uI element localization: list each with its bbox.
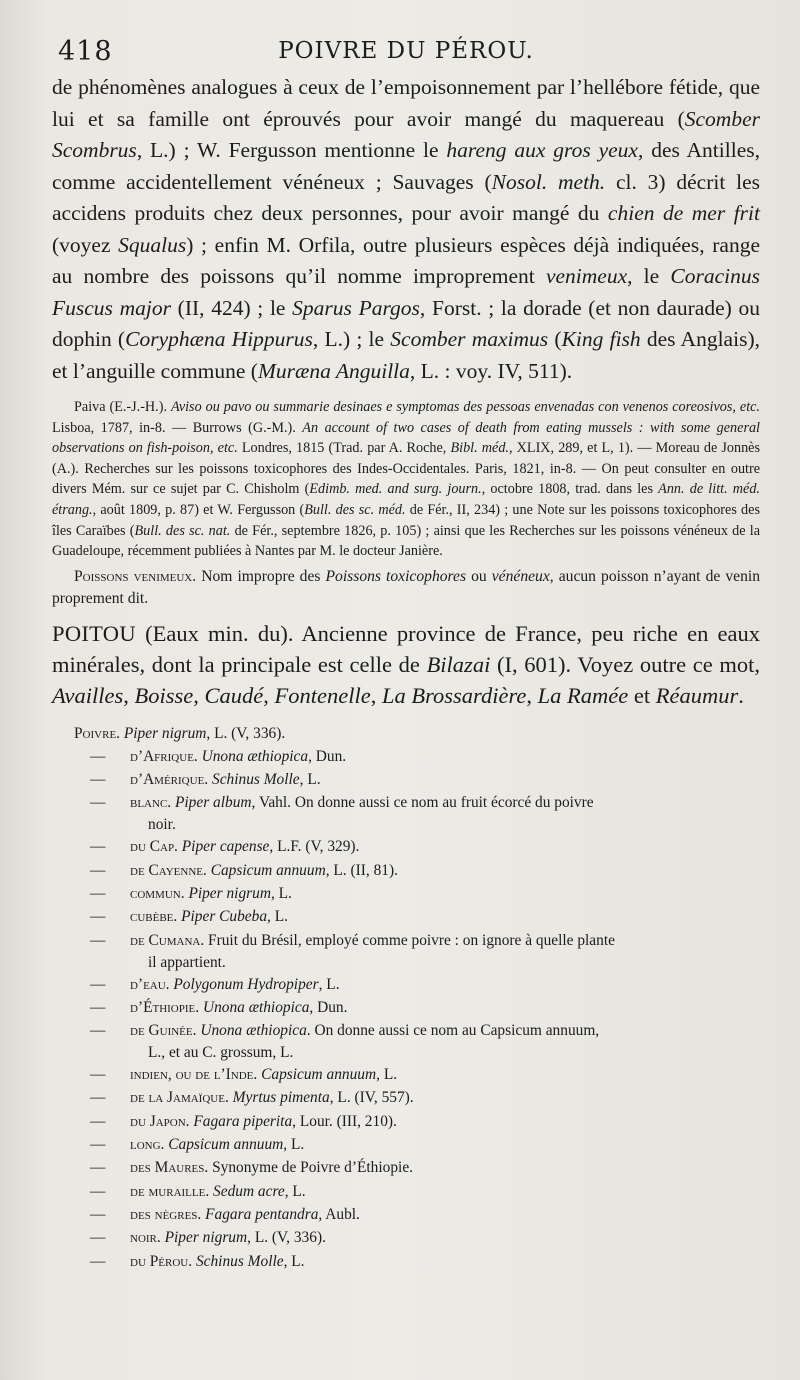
- subentry-species: Polygonum Hydropiper: [173, 975, 319, 993]
- poivre-subentry: [52, 1111, 760, 1134]
- poivre-subentry: [52, 1157, 760, 1180]
- subentry-species: Piper album: [175, 794, 252, 812]
- subentry-text: Fruit du Brésil, employé comme poivre : on ignore à quelle plante: [208, 931, 615, 949]
- ditto-dash: —: [90, 838, 106, 856]
- ditto-dash: —: [90, 1182, 106, 1200]
- subentry-text: , L.: [376, 1066, 398, 1084]
- subentry-species: Unona æthiopica: [201, 747, 309, 765]
- poivre-subentry: [52, 769, 760, 792]
- entry-poivre: Poivre. Piper nigrum, L. (V, 336).: [74, 724, 286, 742]
- poivre-subentry: [52, 1134, 760, 1157]
- subentry-term: des nègres.: [130, 1205, 202, 1223]
- subentry-text: , Dun.: [308, 747, 347, 765]
- subentry-text: , L.: [267, 908, 288, 926]
- subentry-term: cubèbe.: [130, 908, 178, 926]
- subentry-term: de Cumana.: [130, 931, 205, 949]
- ditto-dash: —: [90, 861, 106, 879]
- ditto-dash: —: [90, 794, 106, 812]
- ditto-dash: —: [90, 1022, 106, 1040]
- subentry-species: Schinus Molle: [195, 1252, 284, 1270]
- ditto-dash: —: [90, 1159, 106, 1177]
- poivre-subentry: [52, 746, 760, 769]
- subentry-continuation: L., et au C. grossum, L.: [148, 1044, 294, 1062]
- subentry-text: , L.: [318, 975, 340, 993]
- poivre-subentry: [52, 997, 760, 1020]
- subentry-species: Capsicum annuum: [261, 1066, 377, 1084]
- subentry-continuation: il appartient.: [148, 953, 226, 971]
- subentry-term: de la Jamaïque.: [130, 1089, 229, 1107]
- subentry-text: , L.: [284, 1182, 306, 1200]
- subentry-text: , L. (IV, 557).: [329, 1089, 414, 1107]
- ditto-dash: —: [90, 908, 106, 926]
- entry-poitou: POITOU (Eaux min. du). Ancienne province de France, peu riche en eaux minérales, dont la principale est celle de Bilazai (I, 601). Voyez outre ce mot, Availles, Boisse, Caudé, Fontenelle, La Brossardière, La Ramée et Réaumur.: [52, 620, 760, 708]
- subentry-text: , L.: [283, 1136, 305, 1154]
- poivre-subentry: [52, 974, 760, 997]
- running-head: [52, 30, 760, 72]
- subentry-species: Piper Cubeba: [181, 908, 268, 926]
- subentry-term: de muraille.: [130, 1182, 210, 1200]
- poivre-subentry: [52, 1204, 760, 1227]
- subentry-term: d’Afrique.: [130, 747, 198, 765]
- ditto-dash: —: [90, 771, 106, 789]
- ditto-dash: —: [90, 1089, 106, 1107]
- subentry-term: commun.: [130, 884, 185, 902]
- subentry-text: , L.: [299, 771, 321, 789]
- poivre-subentry: [52, 1020, 760, 1064]
- poivre-subentry: [52, 883, 760, 906]
- poivre-subentry: [52, 1087, 760, 1110]
- ditto-dash: —: [90, 975, 106, 993]
- subentry-term: de Cayenne.: [130, 861, 207, 879]
- subentry-species: Piper nigrum: [188, 884, 271, 902]
- subentry-text: , Lour. (III, 210).: [292, 1112, 397, 1130]
- ditto-dash: —: [90, 1229, 106, 1247]
- subentry-text: , L.: [283, 1252, 305, 1270]
- subentry-term: indien, ou de l’Inde.: [130, 1066, 258, 1084]
- subentry-text: , L.F. (V, 329).: [269, 838, 360, 856]
- poivre-entries: [52, 723, 760, 1274]
- ditto-dash: —: [90, 1066, 106, 1084]
- subentry-text: , Aubl.: [318, 1205, 360, 1223]
- subentry-text: , L. (II, 81).: [325, 861, 398, 879]
- subentry-text: , Vahl. On donne aussi ce nom au fruit écorcé du poivre: [251, 794, 594, 812]
- poivre-subentry: [52, 906, 760, 929]
- ditto-dash: —: [90, 1205, 106, 1223]
- poivre-subentry: [52, 1181, 760, 1204]
- ditto-dash: —: [90, 1112, 106, 1130]
- entry-poissons-venimeux: Poissons venimeux. Nom impropre des Poissons toxicophores ou vénéneux, aucun poisson n’ayant de venin proprement dit.: [52, 567, 760, 607]
- subentry-term: du Japon.: [130, 1112, 190, 1130]
- running-title: POIVRE DU PÉROU.: [278, 38, 534, 64]
- subentry-term: blanc.: [130, 794, 172, 812]
- subentry-term: d’Amérique.: [130, 771, 209, 789]
- subentry-species: Schinus Molle: [212, 771, 300, 789]
- subentry-species: Piper capense: [181, 838, 270, 856]
- paragraph-poisons: de phénomènes analogues à ceux de l’empoisonnement par l’hellébore fétide, que lui et sa famille ont éprouvés pour avoir mangé du maquereau (Scomber Scombrus, L.) ; W. Fergusson mentionne le hareng aux gros yeux, des Antilles, comme accidentellement vénéneux ; Sauvages (Nosol. meth. cl. 3) décrit les accidens produits chez deux personnes, pour avoir mangé du chien de mer frit (voyez Squalus) ; enfin M. Orfila, outre plusieurs espèces déjà indiquées, range au nombre des poissons qu’il nomme improprement venimeux, le Coracinus Fuscus major (II, 424) ; le Sparus Pargos, Forst. ; la dorade (et non daurade) ou dophin (Coryphæna Hippurus, L.) ; le Scomber maximus (King fish des Anglais), et l’anguille commune (Muræna Anguilla, L. : voy. IV, 511).: [52, 75, 761, 383]
- subentry-text: , L. (V, 336).: [247, 1229, 326, 1247]
- bibliography: [52, 397, 760, 610]
- subentry-species: Unona æthiopica: [202, 998, 310, 1016]
- subentry-text: , L.: [270, 884, 292, 902]
- subentry-text: . On donne aussi ce nom au Capsicum annuum,: [306, 1022, 600, 1040]
- subentry-species: Capsicum annuum: [168, 1136, 284, 1154]
- poivre-subentry: [52, 792, 760, 836]
- ditto-dash: —: [90, 1136, 106, 1154]
- subentry-continuation: noir.: [148, 816, 176, 834]
- bibliography-paragraph: Paiva (E.-J.-H.). Aviso ou pavo ou summarie desinaes e symptomas des pessoas envenadas con venenos coreosivos, etc. Lisboa, 1787, in-8. — Burrows (G.-M.). An account of two cases of death from eating mussels : with some general observations on fish-poison, etc. Londres, 1815 (Trad. par A. Roche, Bibl. méd., XLIX, 289, et L, 1). — Moreau de Jonnès (A.). Recherches sur les poissons toxicophores des Indes-Occidentales. Paris, 1821, in-8. — On peut consulter en outre divers Mém. sur ce sujet par C. Chisholm (Edimb. med. and surg. journ., octobre 1808, trad. dans les Ann. de litt. méd. étrang., août 1809, p. 87) et W. Fergusson (Bull. des sc. méd. de Fér., II, 234) ; une Note sur les poissons toxicophores des îles Caraïbes (Bull. des sc. nat. de Fér., septembre 1826, p. 105) ; ainsi que les Recherches sur les poissons vénéneux de la Guadeloupe, récemment publiées à Nantes par M. le docteur Janière.: [52, 399, 761, 560]
- poivre-subentry: [52, 1251, 760, 1274]
- subentry-term: du Cap.: [130, 838, 178, 856]
- poivre-subentry: [52, 930, 760, 974]
- subentry-term: des Maures.: [130, 1159, 209, 1177]
- subentry-term: du Pérou.: [130, 1252, 193, 1270]
- subentry-species: Capsicum annuum: [210, 861, 326, 879]
- ditto-dash: —: [90, 884, 106, 902]
- ditto-dash: —: [90, 931, 106, 949]
- subentry-term: long.: [130, 1136, 165, 1154]
- subentry-term: noir.: [130, 1229, 161, 1247]
- poivre-subentry-list: [52, 746, 760, 1274]
- poivre-subentry: [52, 836, 760, 859]
- page-number: 418: [58, 36, 113, 67]
- subentry-term: d’eau.: [130, 975, 170, 993]
- subentry-term: d’Éthiopie.: [130, 998, 200, 1016]
- poivre-subentry: [52, 1064, 760, 1087]
- subentry-term: de Guinée.: [130, 1022, 197, 1040]
- subentry-species: Sedum acre: [213, 1182, 285, 1200]
- subentry-species: Piper nigrum: [164, 1229, 248, 1247]
- ditto-dash: —: [90, 747, 106, 765]
- poivre-subentry: [52, 860, 760, 883]
- subentry-species: Fagara pentandra: [205, 1205, 319, 1223]
- subentry-text: , Dun.: [309, 998, 348, 1016]
- ditto-dash: —: [90, 1252, 106, 1270]
- subentry-species: Myrtus pimenta: [232, 1089, 330, 1107]
- subentry-text: Synonyme de Poivre d’Éthiopie.: [212, 1159, 413, 1177]
- poivre-subentry: [52, 1227, 760, 1250]
- subentry-species: Fagara piperita: [193, 1112, 293, 1130]
- subentry-species: Unona æthiopica: [200, 1022, 307, 1040]
- ditto-dash: —: [90, 998, 106, 1016]
